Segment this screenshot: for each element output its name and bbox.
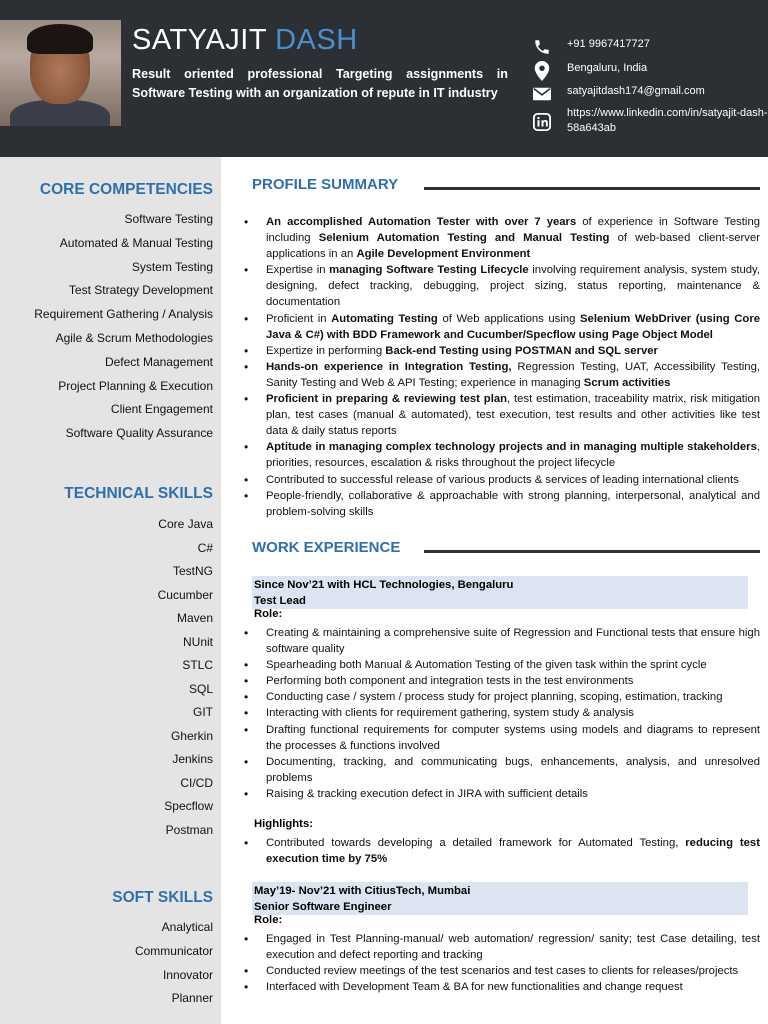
bullet-item	[242, 722, 760, 754]
skill-item: NUnit	[182, 634, 213, 649]
skill-item: Planner	[171, 991, 213, 1006]
soft-skills-list	[135, 916, 213, 1011]
skill-item: STLC	[182, 658, 213, 672]
bullet-item	[242, 673, 760, 689]
text-run: Expertise in	[266, 264, 330, 277]
job-header	[252, 882, 748, 915]
bullet-item	[242, 439, 760, 471]
candidate-name	[132, 24, 358, 57]
core-competencies-list	[34, 208, 213, 446]
linkedin-icon	[532, 112, 552, 132]
job-designation: Senior Software Engineer	[254, 901, 392, 913]
highlights-label: Highlights:	[254, 818, 313, 830]
contact-location	[532, 61, 768, 81]
bullet-item	[242, 488, 760, 520]
email-address[interactable]: satyajitdash174@gmail.com	[567, 85, 705, 97]
location-pin-icon	[532, 61, 552, 81]
bold-text: Scrum activities	[583, 376, 671, 389]
text-run: Spearheading both Manual & Automation Testing of the given task within the sprint cycle	[266, 659, 707, 672]
skill-item: Requirement Gathering / Analysis	[34, 307, 213, 322]
bullet-item	[242, 754, 760, 786]
skill-item: SQL	[188, 681, 213, 696]
first-name: SATYAJIT	[132, 24, 267, 56]
bold-text: Automating Testing	[331, 312, 438, 325]
job-designation: Test Lead	[254, 595, 306, 607]
text-run: Proficient in	[266, 312, 332, 325]
bold-text: Proficient in preparing & reviewing test plan	[266, 393, 508, 406]
profile-summary-title: PROFILE SUMMARY	[252, 176, 399, 193]
profile-photo	[0, 20, 121, 126]
text-run: Regression Testing, UAT, Accessibility Testing, Sanity Testing and Web & API Testing; experience in managing	[266, 360, 760, 389]
last-name: DASH	[275, 24, 358, 56]
envelope-icon	[532, 84, 552, 104]
bullet-item	[242, 931, 760, 963]
bullet-item	[242, 705, 760, 721]
skill-item: Agile & Scrum Methodologies	[55, 330, 213, 345]
bullet-item	[242, 391, 760, 439]
technical-skills-title: TECHNICAL SKILLS	[64, 485, 213, 502]
bullet-item	[242, 359, 760, 391]
job-role-list	[242, 625, 760, 802]
skill-item: Gherkin	[170, 728, 213, 743]
sidebar	[0, 157, 221, 1024]
bold-text: Agile Development Environment	[356, 248, 531, 261]
skill-item: System Testing	[131, 259, 213, 274]
text-run: Expertize in performing	[266, 344, 386, 357]
text-run: Contributed towards developing a detailed framework for Automated Testing,	[266, 837, 686, 849]
contact-email	[532, 84, 768, 104]
bullet-item	[242, 689, 760, 705]
phone-number[interactable]: +91 9967417727	[567, 38, 650, 50]
section-divider	[424, 187, 760, 190]
skill-item: Innovator	[162, 967, 213, 982]
profile-summary-list	[242, 214, 760, 520]
bold-text: reducing test execution time by 75%	[266, 837, 760, 866]
text-run: Interacting with clients for requirement gathering, system study & analysis	[266, 707, 634, 720]
text-run: Creating & maintaining a comprehensive suite of Regression and Functional tests that ensure high software quality	[266, 627, 760, 656]
skill-item: Software Quality Assurance	[65, 426, 213, 441]
bullet-item	[242, 262, 760, 310]
contact-linkedin	[532, 106, 768, 136]
text-run: , priorities, resources, escalation & risks throughout the project lifecycle	[266, 441, 760, 470]
text-run: Interfaced with Development Team & BA for new functionalities and change request	[266, 981, 683, 994]
bullet-item	[242, 835, 760, 867]
text-run: Documenting, tracking, and communicating bugs, enhancements, analysis, and unresolved problems	[266, 755, 760, 784]
text-run: of Web applications using	[437, 312, 581, 325]
core-competencies-title: CORE COMPETENCIES	[39, 181, 213, 198]
skill-item: Jenkins	[172, 752, 213, 766]
bullet-item	[242, 625, 760, 657]
skill-item: Client Engagement	[110, 402, 213, 417]
bold-text: Aptitude in managing complex technology projects and in managing multiple stakeholders	[266, 441, 757, 454]
skill-item: Specflow	[164, 799, 213, 813]
skill-item: Project Planning & Execution	[58, 378, 213, 393]
text-run: Raising & tracking execution defect in JIRA with sufficient details	[266, 787, 588, 800]
resume-header	[0, 0, 768, 157]
text-run: Contributed to successful release of various products & services of leading international clients	[266, 473, 739, 486]
tagline: Result oriented professional Targeting assignments in Software Testing with an organization of repute in IT industry	[132, 67, 508, 100]
job-highlights-list	[242, 835, 760, 867]
skill-item: Defect Management	[104, 354, 213, 369]
skill-item: C#	[197, 540, 213, 555]
skill-item: GIT	[193, 705, 213, 719]
skill-item: Automated & Manual Testing	[59, 235, 213, 250]
text-run: Engaged in Test Planning-manual/ web automation/ regression/ sanity; test Case detailing, test execution and defect reporting and tracking	[266, 933, 760, 962]
bullet-item	[242, 657, 760, 673]
phone-icon	[532, 37, 552, 57]
text-run: Conducted review meetings of the test scenarios and test cases to clients for releases/projects	[266, 965, 739, 978]
text-run: Performing both component and integration tests in the test environments	[266, 675, 634, 688]
text-run: involving requirement analysis, system study, designing, defect tracking, debugging, project sizing, status reporting, maintenance & documentation	[266, 264, 760, 309]
skill-item: Communicator	[134, 943, 213, 958]
text-run: Conducting case / system / process study for project planning, scoping, estimation, tracking	[266, 691, 723, 704]
skill-item: Postman	[165, 822, 213, 837]
skill-item: Cucumber	[157, 587, 213, 602]
role-label: Role:	[254, 608, 283, 620]
bold-text: managing Software Testing Lifecycle	[329, 264, 529, 277]
skill-item: Software Testing	[124, 212, 213, 226]
job-header	[252, 576, 748, 609]
text-run: of experience in Software Testing including	[266, 216, 761, 245]
bold-text: Selenium Automation Testing and Manual Testing	[318, 232, 610, 245]
text-run: Drafting functional requirements for computer systems using models and diagrams to represent the processes & functions involved	[266, 723, 760, 752]
role-label: Role:	[254, 914, 283, 926]
technical-skills-list	[158, 513, 213, 842]
bold-text: An accomplished Automation Tester with over 7 years	[266, 216, 577, 228]
bullet-item	[242, 979, 760, 995]
bullet-item	[242, 214, 760, 262]
bold-text: Selenium WebDriver (using Core Java & C#) with BDD Framework and Cucumber/Specflow using Page Object Model	[266, 312, 761, 341]
skill-item: TestNG	[172, 564, 213, 578]
skill-item: Core Java	[158, 517, 213, 531]
skill-item: Maven	[176, 611, 213, 625]
skill-item: CI/CD	[180, 775, 213, 790]
text-run: People-friendly, collaborative & approachable with strong planning, interpersonal, analytical and problem-solving skills	[266, 489, 760, 518]
job-period: Since Nov’21 with HCL Technologies, Bengaluru	[254, 579, 514, 591]
work-experience-title: WORK EXPERIENCE	[252, 539, 401, 556]
section-divider	[424, 550, 760, 553]
contact-phone	[532, 37, 768, 57]
text-run: of web-based client-server applications in an	[266, 232, 760, 261]
soft-skills-title: SOFT SKILLS	[112, 889, 213, 906]
bullet-item	[242, 343, 760, 359]
skill-item: Test Strategy Development	[68, 283, 213, 298]
bullet-item	[242, 472, 760, 488]
location-text: Bengaluru, India	[567, 62, 648, 74]
skill-item: Analytical	[161, 920, 213, 934]
bullet-item	[242, 963, 760, 979]
text-run: , test estimation, traceability matrix, risk mitigation plan, test cases (manual & automated), test execution, test results and other activities like test data & daily status reports	[266, 393, 761, 438]
bullet-item	[242, 311, 760, 343]
bold-text: Hands-on experience in Integration Testing,	[266, 360, 512, 373]
job-period: May’19- Nov’21 with CitiusTech, Mumbai	[254, 885, 471, 897]
job-role-list	[242, 931, 760, 995]
bold-text: Back-end Testing using POSTMAN and SQL server	[385, 344, 658, 357]
bullet-item	[242, 786, 760, 802]
linkedin-url[interactable]: https://www.linkedin.com/in/satyajit-dash-58a643ab	[567, 107, 768, 134]
